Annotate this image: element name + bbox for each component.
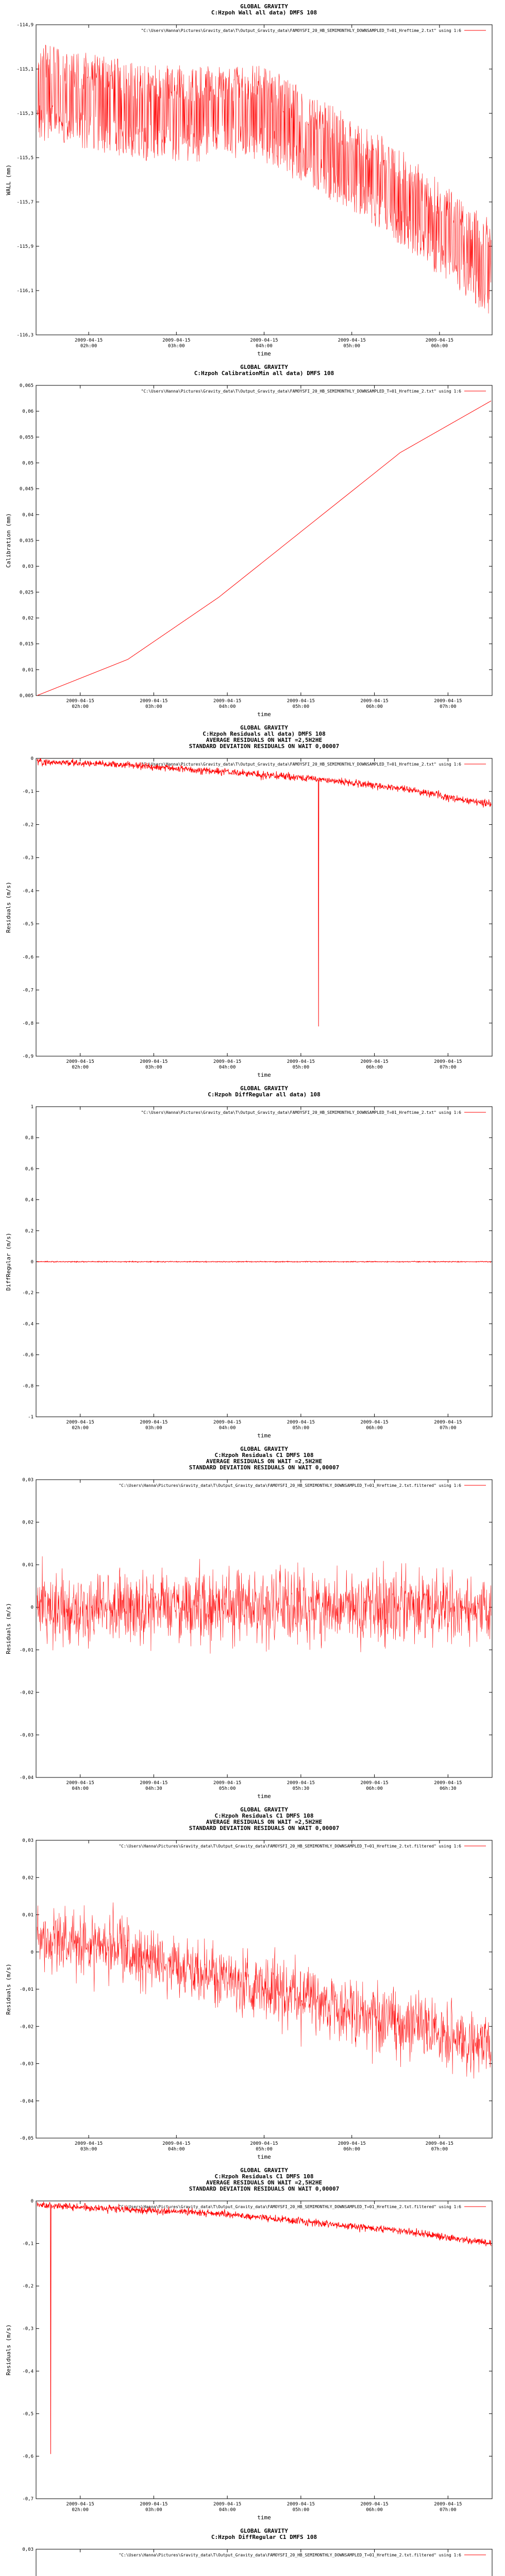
x-tick-label: 05h:00: [343, 344, 360, 349]
x-axis-label: time: [257, 711, 271, 718]
plot-frame: [36, 1840, 492, 2138]
y-axis-label: Residuals (m/s): [5, 1963, 12, 2015]
chart-svg: [0, 1082, 505, 1443]
x-tick-label: 2009-04-15: [140, 1781, 168, 1786]
x-tick-label: 02h:00: [80, 344, 97, 349]
y-tick-label: 0,01: [22, 1563, 33, 1568]
chart-title: AVERAGE RESIDUALS ON WAIT =2,5H2HE: [206, 2179, 323, 2186]
x-tick-label: 06h:00: [366, 1065, 383, 1070]
x-tick-label: 06h:00: [366, 1786, 383, 1791]
y-tick-label: 0,03: [22, 1478, 33, 1483]
x-tick-label: 2009-04-15: [434, 1781, 462, 1786]
y-tick-label: -0,8: [22, 1383, 33, 1389]
chart-panel: [0, 2524, 505, 2576]
x-tick-label: 2009-04-15: [140, 699, 168, 704]
y-tick-label: -0,3: [22, 855, 33, 861]
x-axis-label: time: [257, 1072, 271, 1078]
y-tick-label: -116,1: [16, 289, 33, 294]
y-tick-label: 0: [30, 1605, 33, 1611]
chart-panel: [0, 1082, 505, 1443]
x-axis-label: time: [257, 350, 271, 357]
chart-title: GLOBAL GRAVITY: [240, 1446, 288, 1452]
x-tick-label: 2009-04-15: [434, 1420, 462, 1425]
x-tick-label: 2009-04-15: [213, 1420, 242, 1425]
x-tick-label: 2009-04-15: [287, 1420, 315, 1425]
legend-label: "C:\Users\Hanna\Pictures\Gravity_data\T\Output_Gravity_data\FAMOYSFI_20_HB_SEMIMONTHLY_DOWNSAMPLED_T=01_Hreftime_2.txt" using 1:6: [141, 1110, 461, 1115]
x-tick-label: 06h:00: [343, 2147, 360, 2152]
legend-label: "C:\Users\Hanna\Pictures\Gravity_data\T\Output_Gravity_data\FAMOYSFI_20_HB_SEMIMONTHLY_DOWNSAMPLED_T=01_Hreftime_2.txt.filtered" using 1:6: [119, 2553, 461, 2557]
x-tick-label: 2009-04-15: [250, 338, 278, 343]
chart-panel: [0, 1803, 505, 2164]
x-tick-label: 06h:00: [366, 2507, 383, 2513]
x-tick-label: 2009-04-15: [162, 2141, 191, 2146]
x-tick-label: 04h:00: [256, 344, 273, 349]
x-tick-label: 2009-04-15: [434, 2502, 462, 2507]
x-tick-label: 2009-04-15: [66, 1059, 94, 1064]
legend-label: "C:\Users\Hanna\Pictures\Gravity_data\T\Output_Gravity_data\FAMOYSFI_20_HB_SEMIMONTHLY_DOWNSAMPLED_T=01_Hreftime_2.txt.filtered" using 1:6: [119, 1483, 461, 1488]
x-tick-label: 02h:00: [72, 1426, 89, 1431]
y-tick-label: 0,035: [19, 538, 33, 544]
chart-title: GLOBAL GRAVITY: [240, 3, 288, 10]
y-tick-label: 0,02: [22, 1875, 33, 1881]
y-tick-label: -116,3: [16, 333, 33, 338]
x-tick-label: 2009-04-15: [140, 1420, 168, 1425]
chart-panel: [0, 361, 505, 721]
x-tick-label: 06h:00: [366, 1426, 383, 1431]
y-tick-label: -0,2: [22, 2284, 33, 2290]
y-tick-label: 0,02: [22, 616, 33, 621]
x-tick-label: 2009-04-15: [250, 2141, 278, 2146]
x-tick-label: 07h:00: [431, 2147, 448, 2152]
plot-frame: [36, 2201, 492, 2499]
chart-title: GLOBAL GRAVITY: [240, 2167, 288, 2174]
chart-title: GLOBAL GRAVITY: [240, 724, 288, 731]
y-tick-label: 0: [30, 756, 33, 761]
y-axis-label: Residuals (m/s): [5, 2324, 12, 2376]
y-tick-label: -0,4: [22, 888, 33, 894]
x-tick-label: 05h:00: [218, 1786, 236, 1791]
y-tick-label: 0,005: [19, 693, 33, 699]
y-tick-label: 0,01: [22, 1912, 33, 1918]
y-tick-label: 0: [30, 1260, 33, 1265]
x-tick-label: 04h:00: [218, 2507, 236, 2513]
y-tick-label: -0,6: [22, 2454, 33, 2460]
chart-svg: [0, 721, 505, 1082]
y-tick-label: -0,4: [22, 2369, 33, 2375]
x-tick-label: 2009-04-15: [66, 699, 94, 704]
y-tick-label: 0,02: [22, 1520, 33, 1526]
chart-title: STANDARD DEVIATION RESIDUALS ON WAIT 0,00007: [189, 1464, 340, 1471]
chart-panel: [0, 1443, 505, 1803]
chart-svg: [0, 2164, 505, 2524]
x-tick-label: 05h:00: [292, 704, 310, 709]
x-tick-label: 2009-04-15: [360, 1059, 389, 1064]
legend-label: "C:\Users\Hanna\Pictures\Gravity_data\T\Output_Gravity_data\FAMOYSFI_20_HB_SEMIMONTHLY_DOWNSAMPLED_T=01_Hreftime_2.txt" using 1:6: [141, 762, 461, 767]
y-tick-label: 0,045: [19, 486, 33, 492]
x-tick-label: 05h:00: [292, 2507, 310, 2513]
x-tick-label: 2009-04-15: [66, 2502, 94, 2507]
x-tick-label: 03h:00: [168, 344, 185, 349]
chart-svg: [0, 1443, 505, 1803]
x-tick-label: 2009-04-15: [287, 1781, 315, 1786]
y-tick-label: 0,04: [22, 512, 33, 518]
chart-title: AVERAGE RESIDUALS ON WAIT =2,5H2HE: [206, 737, 323, 743]
x-tick-label: 07h:00: [440, 1065, 457, 1070]
x-tick-label: 2009-04-15: [287, 699, 315, 704]
y-tick-label: 0,4: [25, 1197, 33, 1203]
legend-label: "C:\Users\Hanna\Pictures\Gravity_data\T\Output_Gravity_data\FAMOYSFI_20_HB_SEMIMONTHLY_DOWNSAMPLED_T=01_Hreftime_2.txt" using 1:6: [141, 28, 461, 33]
chart-title: AVERAGE RESIDUALS ON WAIT =2,5H2HE: [206, 1819, 323, 1825]
y-tick-label: -0,1: [22, 789, 33, 795]
x-tick-label: 04h:00: [72, 1786, 89, 1791]
y-tick-label: 0,03: [22, 564, 33, 570]
y-tick-label: -0,7: [22, 2497, 33, 2502]
y-tick-label: 0,05: [22, 461, 33, 466]
x-tick-label: 2009-04-15: [360, 2502, 389, 2507]
x-tick-label: 05h:00: [292, 1426, 310, 1431]
x-tick-label: 2009-04-15: [66, 1781, 94, 1786]
legend-label: "C:\Users\Hanna\Pictures\Gravity_data\T\Output_Gravity_data\FAMOYSFI_20_HB_SEMIMONTHLY_DOWNSAMPLED_T=01_Hreftime_2.txt" using 1:6: [141, 389, 461, 394]
x-tick-label: 2009-04-15: [287, 2502, 315, 2507]
x-tick-label: 2009-04-15: [213, 699, 242, 704]
chart-title: C:Hzpoh DiffRegular all data) 108: [208, 1091, 321, 1098]
x-tick-label: 02h:00: [72, 1065, 89, 1070]
x-tick-label: 2009-04-15: [213, 1781, 242, 1786]
y-tick-label: -0,2: [22, 822, 33, 828]
chart-title: C:Hzpoh Residuals C1 DMFS 108: [214, 1812, 314, 1819]
y-axis-label: DiffRegular (m/s): [5, 1232, 12, 1291]
x-tick-label: 03h:00: [145, 1426, 162, 1431]
legend-label: "C:\Users\Hanna\Pictures\Gravity_data\T\Output_Gravity_data\FAMOYSFI_20_HB_SEMIMONTHLY_DOWNSAMPLED_T=01_Hreftime_2.txt.filtered" using 1:6: [119, 1844, 461, 1849]
y-axis-label: WALL (mm): [5, 164, 12, 195]
x-tick-label: 2009-04-15: [75, 338, 103, 343]
y-tick-label: -0,9: [22, 1054, 33, 1059]
y-tick-label: 0,065: [19, 383, 33, 388]
chart-title: STANDARD DEVIATION RESIDUALS ON WAIT 0,00007: [189, 1825, 340, 1832]
y-tick-label: -0,8: [22, 1021, 33, 1026]
y-tick-label: -115,9: [16, 244, 33, 249]
x-tick-label: 02h:00: [72, 2507, 89, 2513]
chart-title: GLOBAL GRAVITY: [240, 364, 288, 370]
chart-title: C:Hzpoh Residuals C1 DMFS 108: [214, 1452, 314, 1459]
y-axis-label: Residuals (m/s): [5, 1603, 12, 1654]
x-tick-label: 04h:00: [218, 704, 236, 709]
x-tick-label: 2009-04-15: [434, 1059, 462, 1064]
legend-label: "C:\Users\Hanna\Pictures\Gravity_data\T\Output_Gravity_data\FAMOYSFI_20_HB_SEMIMONTHLY_DOWNSAMPLED_T=01_Hreftime_2.txt.filtered" using 1:6: [119, 2205, 461, 2209]
plot-frame: [36, 1480, 492, 1777]
x-tick-label: 04h:30: [145, 1786, 162, 1791]
x-tick-label: 2009-04-15: [360, 699, 389, 704]
chart-title: C:Hzpoh DiffRegular C1 DMFS 108: [211, 2534, 317, 2540]
y-axis-label: Residuals (m/s): [5, 882, 12, 933]
x-tick-label: 03h:00: [145, 704, 162, 709]
x-tick-label: 05h:00: [256, 2147, 273, 2152]
x-tick-label: 2009-04-15: [140, 1059, 168, 1064]
y-tick-label: -0,4: [22, 1321, 33, 1327]
chart-panel: [0, 2164, 505, 2524]
y-tick-label: -0,5: [22, 922, 33, 927]
chart-panel: [0, 721, 505, 1082]
y-tick-label: 0,055: [19, 435, 33, 440]
y-tick-label: 0,01: [22, 667, 33, 673]
y-tick-label: 0,015: [19, 641, 33, 647]
chart-title: STANDARD DEVIATION RESIDUALS ON WAIT 0,00007: [189, 2185, 340, 2192]
plot-frame: [36, 25, 492, 335]
x-axis-label: time: [257, 1432, 271, 1439]
y-tick-label: -0,01: [19, 1648, 33, 1653]
y-tick-label: -114,9: [16, 23, 33, 28]
x-tick-label: 05h:00: [292, 1065, 310, 1070]
x-tick-label: 2009-04-15: [425, 2141, 453, 2146]
y-tick-label: 0,025: [19, 590, 33, 596]
x-tick-label: 03h:00: [145, 1065, 162, 1070]
chart-title: STANDARD DEVIATION RESIDUALS ON WAIT 0,00007: [189, 743, 340, 750]
y-tick-label: -0,01: [19, 1987, 33, 1992]
chart-title: C:Hzpoh CalibrationMin all data) DMFS 108: [194, 370, 334, 377]
chart-title: C:Hzpoh Residuals all data) DMFS 108: [203, 731, 326, 737]
x-tick-label: 2009-04-15: [287, 1059, 315, 1064]
plot-frame: [36, 758, 492, 1056]
y-tick-label: 0,2: [25, 1228, 33, 1234]
y-tick-label: -0,03: [19, 2061, 33, 2067]
x-tick-label: 06h:30: [440, 1786, 457, 1791]
x-tick-label: 2009-04-15: [434, 699, 462, 704]
y-tick-label: -0,6: [22, 955, 33, 960]
x-tick-label: 04h:00: [218, 1426, 236, 1431]
x-tick-label: 2009-04-15: [213, 1059, 242, 1064]
x-tick-label: 2009-04-15: [66, 1420, 94, 1425]
y-tick-label: 0,03: [22, 2547, 33, 2552]
chart-panel: [0, 0, 505, 361]
x-tick-label: 2009-04-15: [140, 2502, 168, 2507]
chart-svg: [0, 361, 505, 721]
y-tick-label: -0,05: [19, 2136, 33, 2141]
y-tick-label: -0,03: [19, 1733, 33, 1738]
y-tick-label: -1: [28, 1415, 33, 1420]
y-tick-label: 1: [30, 1105, 33, 1110]
y-tick-label: 0,06: [22, 409, 33, 415]
y-tick-label: -0,5: [22, 2411, 33, 2417]
x-tick-label: 2009-04-15: [75, 2141, 103, 2146]
chart-svg: [0, 1803, 505, 2164]
y-tick-label: -0,04: [19, 1775, 33, 1781]
y-tick-label: -0,7: [22, 988, 33, 993]
y-tick-label: -0,1: [22, 2241, 33, 2247]
y-tick-label: -115,1: [16, 67, 33, 72]
x-tick-label: 02h:00: [72, 704, 89, 709]
x-tick-label: 05h:30: [292, 1786, 310, 1791]
chart-title: C:Hzpoh Wall all data) DMFS 108: [211, 9, 317, 16]
x-tick-label: 2009-04-15: [162, 338, 191, 343]
plot-frame: [36, 385, 492, 696]
x-tick-label: 2009-04-15: [425, 338, 453, 343]
x-tick-label: 03h:00: [80, 2147, 97, 2152]
x-tick-label: 2009-04-15: [360, 1420, 389, 1425]
y-tick-label: 0,8: [25, 1136, 33, 1141]
y-tick-label: -115,3: [16, 111, 33, 116]
y-tick-label: 0: [30, 1950, 33, 1955]
x-tick-label: 07h:00: [440, 1426, 457, 1431]
x-tick-label: 07h:00: [440, 704, 457, 709]
x-tick-label: 04h:00: [218, 1065, 236, 1070]
x-axis-label: time: [257, 2514, 271, 2521]
y-tick-label: -0,04: [19, 2098, 33, 2104]
x-tick-label: 2009-04-15: [360, 1781, 389, 1786]
x-axis-label: time: [257, 1793, 271, 1800]
chart-svg: [0, 2524, 505, 2576]
y-tick-label: 0,03: [22, 1838, 33, 1843]
chart-title: C:Hzpoh Residuals C1 DMFS 108: [214, 2173, 314, 2180]
y-tick-label: -115,7: [16, 200, 33, 205]
y-tick-label: -115,5: [16, 156, 33, 161]
x-tick-label: 2009-04-15: [213, 2502, 242, 2507]
chart-title: GLOBAL GRAVITY: [240, 1085, 288, 1092]
chart-title: GLOBAL GRAVITY: [240, 2528, 288, 2534]
x-tick-label: 03h:00: [145, 2507, 162, 2513]
x-tick-label: 2009-04-15: [338, 338, 366, 343]
y-tick-label: -0,02: [19, 1690, 33, 1696]
y-tick-label: -0,3: [22, 2326, 33, 2332]
x-tick-label: 2009-04-15: [338, 2141, 366, 2146]
y-tick-label: -0,2: [22, 1291, 33, 1296]
x-tick-label: 07h:00: [440, 2507, 457, 2513]
y-tick-label: 0: [30, 2199, 33, 2204]
y-tick-label: -0,6: [22, 1352, 33, 1358]
y-tick-label: -0,02: [19, 2024, 33, 2030]
chart-title: AVERAGE RESIDUALS ON WAIT =2,5H2HE: [206, 1458, 323, 1465]
chart-title: GLOBAL GRAVITY: [240, 1806, 288, 1813]
x-tick-label: 06h:00: [366, 704, 383, 709]
y-tick-label: 0,6: [25, 1166, 33, 1172]
x-tick-label: 06h:00: [431, 344, 448, 349]
x-tick-label: 04h:00: [168, 2147, 185, 2152]
chart-svg: [0, 0, 505, 361]
y-axis-label: Calibration (mm): [5, 513, 12, 568]
x-axis-label: time: [257, 2154, 271, 2160]
